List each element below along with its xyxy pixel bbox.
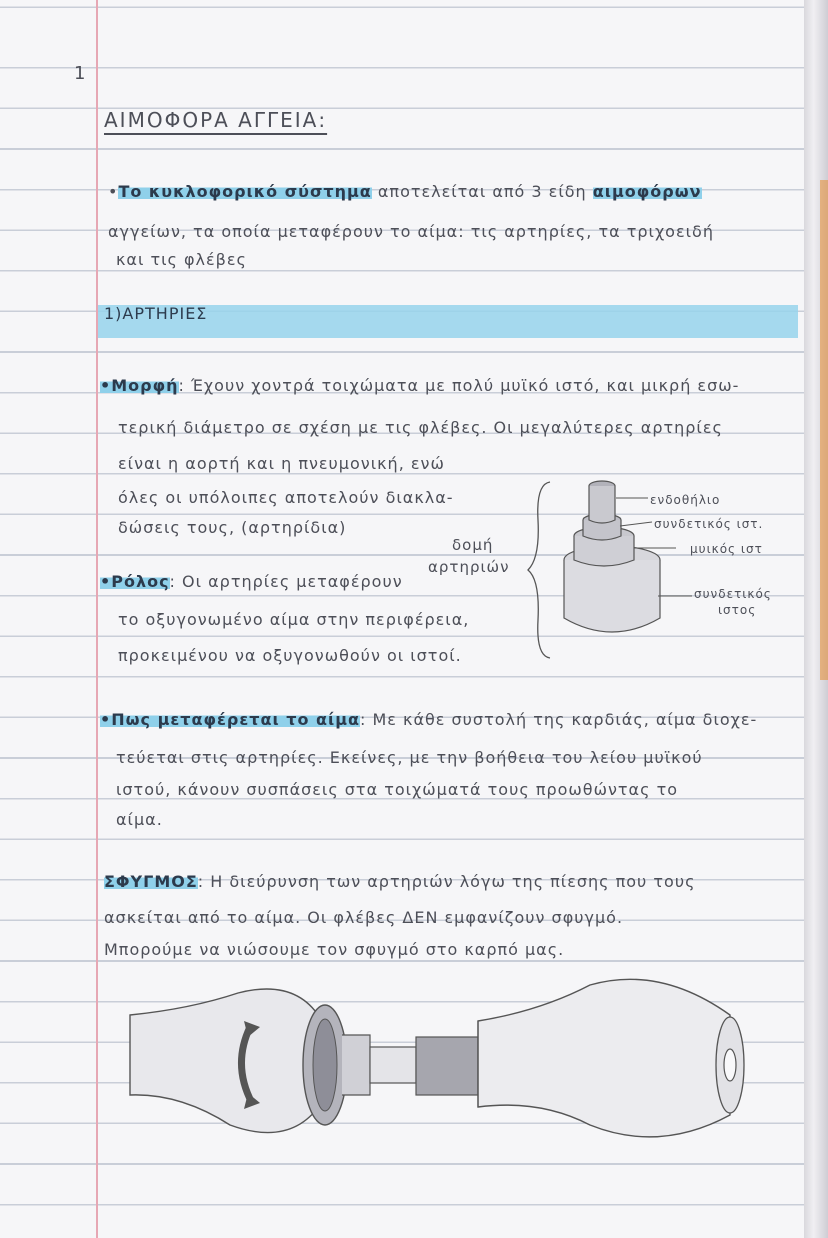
sfygmos-text: : Η διεύρυνση των αρτηριών λόγω της πίεσης που τους [197, 872, 696, 891]
rolos-label: •Ρόλος [100, 572, 170, 591]
rolos-line-3: προκειμένου να οξυγονωθούν οι ιστοί. [118, 646, 462, 665]
sfygmos-line-3: Μπορούμε να νιώσουμε τον σφυγμό στο καρπό μας. [104, 940, 565, 959]
rolos-line-2: το οξυγονωμένο αίμα στην περιφέρεια, [118, 610, 470, 629]
diagram-caption-1: δομή [452, 536, 494, 554]
pulse-artery-drawing [120, 975, 760, 1145]
morfi-label: •Μορφή [100, 376, 179, 395]
morfi-line-4: όλες οι υπόλοιπες αποτελούν διακλα- [118, 488, 454, 507]
morfi-line-5: δώσεις τους, (αρτηρίδια) [118, 518, 347, 537]
title-text: ΑΙΜΟΦΟΡΑ ΑΓΓΕΙΑ: [104, 108, 328, 132]
margin-line [96, 0, 98, 1238]
page-number: 1 [74, 63, 87, 84]
transport-text: : Με κάθε συστολή της καρδιάς, αίμα διοχε- [360, 710, 758, 729]
morfi-line-2: τερική διάμετρο σε σχέση με τις φλέβες. Οι μεγαλύτερες αρτηρίες [118, 418, 723, 437]
transport-line-4: αίμα. [116, 810, 163, 829]
bullet: • [108, 182, 119, 201]
highlight-term: Το κυκλοφορικό σύστημα [118, 182, 372, 201]
rolos-text: : Οι αρτηρίες μεταφέρουν [169, 572, 403, 591]
transport-label: •Πως μεταφέρεται το αίμα [100, 710, 361, 729]
diagram-caption-2: αρτηριών [428, 558, 510, 576]
label-muscle: μυικός ιστ [690, 542, 763, 556]
intro-text: αποτελείται από 3 είδη [371, 182, 593, 201]
label-connective-inner: συνδετικός ιστ. [654, 517, 764, 531]
sfygmos-label: ΣΦΥΓΜΟΣ [104, 872, 198, 891]
binder-tab [820, 180, 828, 680]
morfi-text: : Έχουν χοντρά τοιχώματα με πολύ μυϊκό ιστό, και μικρή εσω- [178, 376, 740, 395]
highlight-term: αιμοφόρων [592, 182, 702, 201]
label-tissue: ιστος [718, 603, 757, 617]
transport-line-1 [100, 700, 757, 740]
section-heading: 1)ΑΡΤΗΡΙΕΣ [104, 304, 208, 323]
sfygmos-line-1 [104, 862, 695, 902]
sfygmos-line-2: ασκείται από το αίμα. Οι φλέβες ΔΕΝ εμφανίζουν σφυγμό. [104, 908, 624, 927]
intro-line-3: και τις φλέβες [116, 250, 247, 269]
label-connective-outer: συνδετικός [694, 587, 772, 601]
transport-line-2: τεύεται στις αρτηρίες. Εκείνες, με την βοήθεια του λείου μυϊκού [116, 748, 703, 767]
intro-line-1 [108, 172, 702, 212]
page-title [104, 100, 327, 140]
intro-line-2: αγγείων, τα οποία μεταφέρουν το αίμα: τις αρτηρίες, τα τριχοειδή [108, 222, 714, 241]
rolos-line-1 [100, 562, 403, 602]
transport-line-3: ιστού, κάνουν συσπάσεις στα τοιχώματά τους προωθώντας το [116, 780, 678, 799]
morfi-line-1 [100, 366, 739, 406]
morfi-line-3: είναι η αορτή και η πνευμονική, ενώ [118, 454, 445, 473]
label-endothelium: ενδοθήλιο [650, 493, 721, 507]
